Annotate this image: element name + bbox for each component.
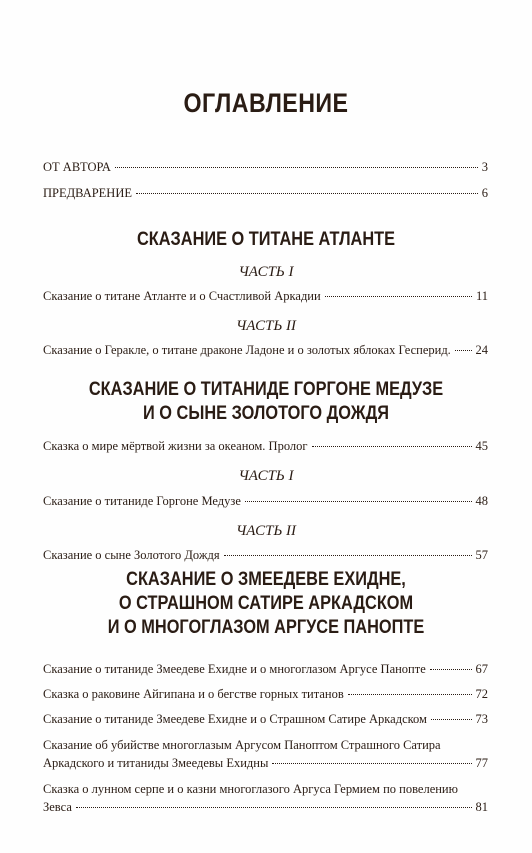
section-heading-line: И О СЫНЕ ЗОЛОТОГО ДОЖДЯ: [143, 403, 389, 424]
toc-entry[interactable]: [43, 341, 488, 359]
toc-entry[interactable]: [43, 287, 488, 305]
entry-title: Сказание о титане Атланте и о Счастливой Аркадии: [43, 289, 321, 303]
toc-entry[interactable]: [43, 736, 488, 772]
entry-page: 73: [475, 712, 488, 726]
dot-leader: [272, 763, 471, 764]
dot-leader: [325, 296, 472, 297]
entry-page: 81: [475, 800, 488, 814]
entry-page: 11: [475, 289, 488, 303]
entry-page: 48: [475, 494, 488, 508]
section-heading: [37, 228, 495, 252]
section-heading-line: СКАЗАНИЕ О ЗМЕЕДЕВЕ ЕХИДНЕ,: [126, 569, 406, 590]
entry-page: 77: [475, 756, 488, 770]
toc-entry[interactable]: [43, 780, 488, 816]
entry-title: Сказка о раковине Айгипана и о бегстве горных титанов: [43, 687, 344, 701]
entry-page: 45: [475, 439, 488, 453]
section-heading: [37, 568, 495, 640]
part-label: ЧАСТЬ II: [235, 523, 297, 539]
toc-entry-from-author[interactable]: [43, 158, 488, 176]
toc-entry[interactable]: [43, 685, 488, 703]
section-heading-line: СКАЗАНИЕ О ТИТАНИДЕ ГОРГОНЕ МЕДУЗЕ: [88, 379, 444, 400]
dot-leader: [76, 807, 472, 808]
dot-leader: [431, 719, 472, 720]
section-heading-line: О СТРАШНОМ САТИРЕ АРКАДСКОМ: [118, 593, 414, 614]
entry-title: Сказание о титаниде Змеедеве Ехидне и о Страшном Сатире Аркадском: [43, 712, 427, 726]
toc-entry-prologue[interactable]: [43, 437, 488, 455]
part-label: ЧАСТЬ I: [238, 264, 294, 280]
entry-title-line: Сказание об убийстве многоглазым Аргусом Паноптом Страшного Сатира: [43, 738, 441, 752]
page-title: ОГЛАВЛЕНИЕ: [183, 88, 349, 118]
entry-title: Сказание о Геракле, о титане драконе Ладоне и о золотых яблоках Гесперид.: [43, 343, 451, 357]
toc-entry[interactable]: [43, 660, 488, 678]
entry-title: Сказание о титаниде Змеедеве Ехидне и о многоглазом Аргусе Панопте: [43, 662, 426, 676]
dot-leader: [136, 193, 478, 194]
dot-leader: [245, 501, 472, 502]
dot-leader: [115, 167, 478, 168]
entry-title: Аркадского и титаниды Змеедевы Ехидны: [43, 756, 269, 770]
entry-page: 24: [475, 343, 488, 357]
entry-page: 57: [475, 548, 488, 562]
dot-leader: [348, 694, 472, 695]
toc-entry[interactable]: [43, 710, 488, 728]
entry-page: 72: [475, 687, 488, 701]
toc-entry-preface[interactable]: [43, 184, 488, 202]
toc-entry[interactable]: [43, 546, 488, 564]
part-label: ЧАСТЬ I: [238, 468, 294, 484]
entry-title: ОТ АВТОРА: [43, 160, 111, 174]
dot-leader: [455, 350, 472, 351]
entry-title: Сказка о мире мёртвой жизни за океаном. Пролог: [43, 439, 308, 453]
entry-title: Сказание о титаниде Горгоне Медузе: [43, 494, 241, 508]
entry-page: 67: [475, 662, 488, 676]
section-heading-line: СКАЗАНИЕ О ТИТАНЕ АТЛАНТЕ: [136, 229, 396, 250]
part-label: ЧАСТЬ II: [235, 318, 297, 334]
entry-page: 6: [481, 186, 488, 200]
dot-leader: [312, 446, 472, 447]
entry-title: Зевса: [43, 800, 72, 814]
dot-leader: [224, 555, 472, 556]
entry-title: Сказание о сыне Золотого Дождя: [43, 548, 220, 562]
section-heading: [37, 378, 495, 426]
entry-title: ПРЕДВАРЕНИЕ: [43, 186, 132, 200]
entry-page: 3: [481, 160, 488, 174]
toc-entry[interactable]: [43, 492, 488, 510]
dot-leader: [430, 669, 472, 670]
section-heading-line: И О МНОГОГЛАЗОМ АРГУСЕ ПАНОПТЕ: [107, 617, 425, 638]
entry-title-line: Сказка о лунном серпе и о казни многоглазого Аргуса Гермием по повелению: [43, 782, 458, 796]
